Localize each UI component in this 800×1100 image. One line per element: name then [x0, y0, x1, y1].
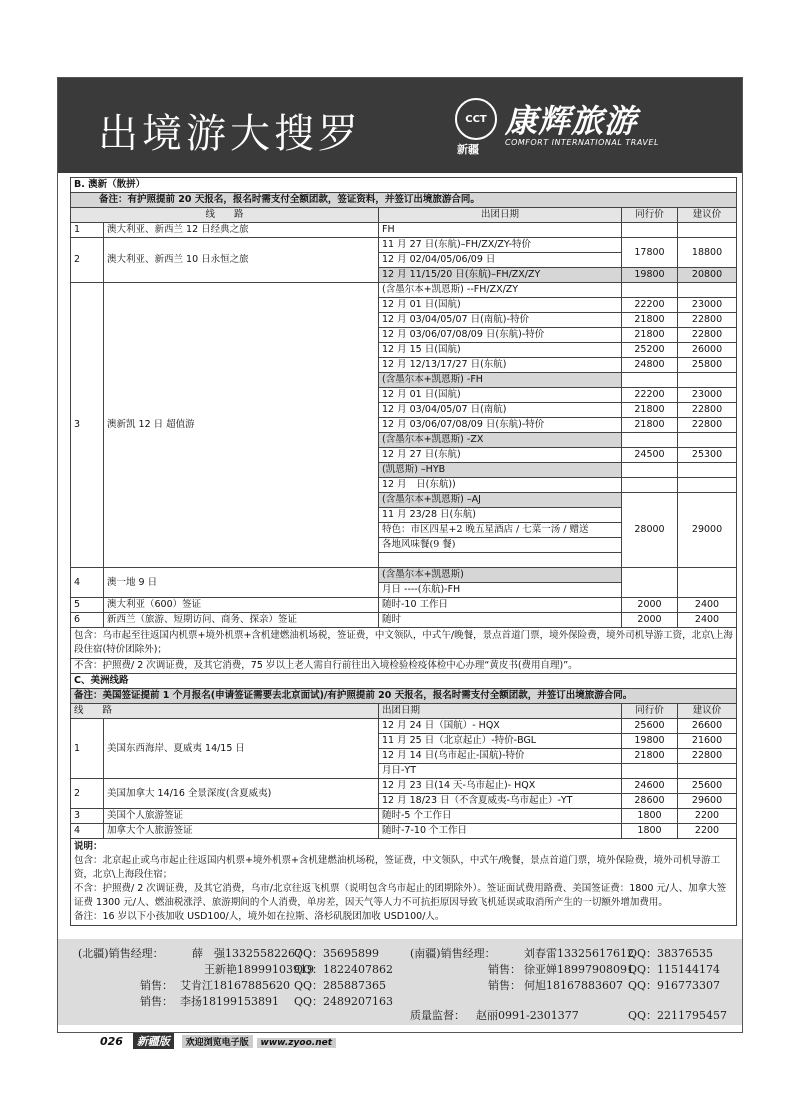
departure-date: 随时-10 工作日 [379, 598, 622, 613]
quality-label: 质量监督： [410, 1009, 465, 1022]
north-sales-2: 艾肯江18167885620 [180, 979, 290, 992]
section-b-title: B. 澳新（散拼） [71, 178, 737, 193]
row-number: 5 [71, 598, 104, 613]
section-c-note: 备注：美国签证提前 1 个月报名(申请签证需要去北京面试)/有护照提前 20 天报名，报名时需支付全额团款，并签订出境旅游合同。 [71, 689, 737, 704]
suggest-price [678, 463, 737, 478]
table-row [71, 238, 737, 253]
section-b-include: 包含：乌市起至往返国内机票+境外机票+含机建燃油机场税，签证费，中文领队，中式午/晚餐，景点首道门票，境外保险费，境外司机导游工资，北京\上海段住宿(特价团除外)； [71, 628, 737, 659]
suggest-price: 22800 [678, 403, 737, 418]
peer-price: 2000 [622, 598, 678, 613]
section-c-explain-row [71, 839, 737, 926]
departure-date: FH [379, 223, 622, 238]
table-row [71, 824, 737, 839]
footer-text: 欢迎浏览电子版 [182, 1035, 253, 1048]
section-c-child-note: 备注：16 岁以下小孩加收 USD100/人，境外如在拉斯、洛杉矶脱团加收 USD100/人。 [74, 911, 445, 922]
route-name: 澳大利亚、新西兰 10 日永恒之旅 [104, 238, 379, 283]
south-sales-1: 徐亚婵18997908091 [524, 963, 634, 976]
peer-price: 1800 [622, 809, 678, 824]
group-header: (含墨尔本+凯恩斯) -FH [379, 373, 622, 388]
departure-date: 12 月 01 日(国航) [379, 388, 622, 403]
departure-date: 12 月 02/04/05/06/09 日 [379, 253, 622, 268]
departure-date: 11 月 27 日(东航)–FH/ZX/ZY-特价 [379, 238, 622, 253]
south-sales-1-qq: QQ：115144174 [628, 963, 721, 976]
section-b-title-row [71, 178, 737, 193]
suggest-price: 22800 [678, 328, 737, 343]
peer-price [622, 373, 678, 388]
route-name: 澳新凯 12 日 超值游 [104, 283, 379, 568]
peer-price: 22200 [622, 298, 678, 313]
suggest-price: 25300 [678, 448, 737, 463]
tour-table [70, 177, 737, 926]
suggest-price: 22800 [678, 418, 737, 433]
suggest-price: 26000 [678, 343, 737, 358]
group-header: (含墨尔本+凯恩斯) --FH/ZX/ZY [379, 283, 622, 298]
departure-date: 月日 ----(东航)-FH [379, 583, 622, 598]
table-row [71, 613, 737, 628]
column-header-peer-price: 同行价 [622, 704, 678, 719]
route-name: 美国个人旅游签证 [104, 809, 379, 824]
page-number: 026 [100, 1035, 123, 1048]
section-b-exclude-row [71, 659, 737, 674]
page-title: 出境游大搜罗 [98, 111, 362, 157]
explain-title: 说明： [74, 841, 103, 852]
south-sales-2-label: 销售： [488, 979, 521, 992]
route-name: 加拿大个人旅游签证 [104, 824, 379, 839]
group-header: (含墨尔本+凯恩斯) -ZX [379, 433, 622, 448]
table-row [71, 568, 737, 583]
column-header-route: 线 路 [71, 704, 379, 719]
quality-contact: 赵丽0991-2301377 [476, 1009, 579, 1022]
departure-date: 12 月 11/15/20 日(东航)–FH/ZX/ZY [379, 268, 622, 283]
departure-date: 随时 [379, 613, 622, 628]
table-row [71, 283, 737, 298]
north-manager-qq: QQ：35695899 [294, 947, 380, 960]
peer-price: 28000 [622, 493, 678, 568]
section-b-note-row [71, 193, 737, 208]
row-number: 2 [71, 779, 104, 809]
suggest-price: 18800 [678, 238, 737, 268]
row-number: 6 [71, 613, 104, 628]
section-c-explain [71, 839, 737, 926]
group-header: (含墨尔本+凯恩斯) [379, 568, 622, 583]
table-row [71, 779, 737, 794]
suggest-price: 25800 [678, 358, 737, 373]
column-header-date: 出团日期 [379, 704, 622, 719]
peer-price: 28600 [622, 794, 678, 809]
route-name: 澳大利亚、新西兰 12 日经典之旅 [104, 223, 379, 238]
peer-price: 21800 [622, 403, 678, 418]
section-b-header-row [71, 208, 737, 223]
suggest-price: 2400 [678, 613, 737, 628]
suggest-price: 20800 [678, 268, 737, 283]
suggest-price: 26600 [678, 719, 737, 734]
section-b-exclude: 不含：护照费/ 2 次调证费，及其它消费，75 岁以上老人需自行前往出入境检验检疫体检中心办理“黄皮书(费用自理)”。 [71, 659, 737, 674]
peer-price: 24800 [622, 358, 678, 373]
south-sales-1-label: 销售： [488, 963, 521, 976]
north-sales-2-qq: QQ：285887365 [294, 979, 387, 992]
north-sales-3-label: 销售： [140, 995, 173, 1008]
departure-date: 月日-YT [379, 764, 622, 779]
section-c-header-row [71, 704, 737, 719]
cct-logo-icon: CCT [455, 98, 497, 140]
column-header-route: 线 路 [71, 208, 379, 223]
peer-price: 21800 [622, 418, 678, 433]
suggest-price: 2200 [678, 824, 737, 839]
table-row [71, 223, 737, 238]
feature-text: 特色：市区四星+2 晚五星酒店 / 七菜一汤 / 赠送 [379, 523, 622, 538]
suggest-price: 29000 [678, 493, 737, 568]
section-b-note: 备注：有护照提前 20 天报名，报名时需支付全额团款，签证资料，并签订出境旅游合同。 [71, 193, 737, 208]
peer-price: 22200 [622, 388, 678, 403]
peer-price [622, 568, 678, 598]
departure-date: 11 月 23/28 日(东航) [379, 508, 622, 523]
column-header-date: 出团日期 [379, 208, 622, 223]
peer-price [622, 433, 678, 448]
section-c-title-row [71, 674, 737, 689]
row-number: 4 [71, 824, 104, 839]
section-c-include: 包含：北京起止或乌市起止往返国内机票+境外机票+含机建燃油机场税，签证费，中文领队，中式午/晚餐，景点首道门票，境外保险费，境外司机导游工资，北京\上海段住宿； [74, 855, 721, 880]
suggest-price [678, 373, 737, 388]
departure-date: 12 月 日(东航)) [379, 478, 622, 493]
peer-price [622, 478, 678, 493]
north-sales-1-qq: QQ：1822407862 [294, 963, 394, 976]
peer-price [622, 764, 678, 779]
feature-text: 各地风味餐(9 餐) [379, 538, 622, 553]
suggest-price: 2200 [678, 809, 737, 824]
departure-date: 12 月 03/04/05/07 日(南航)-特价 [379, 313, 622, 328]
peer-price: 17800 [622, 238, 678, 268]
row-number: 3 [71, 809, 104, 824]
route-name: 新西兰（旅游、短期访问、商务、探亲）签证 [104, 613, 379, 628]
north-sales-3-qq: QQ：2489207163 [294, 995, 394, 1008]
route-name: 澳大利亚（600）签证 [104, 598, 379, 613]
row-number: 1 [71, 223, 104, 238]
suggest-price: 23000 [678, 298, 737, 313]
row-number: 3 [71, 283, 104, 568]
row-number: 4 [71, 568, 104, 598]
north-sales-1: 王新艳18999103919 [204, 963, 314, 976]
departure-date: 随时-5 个工作日 [379, 809, 622, 824]
suggest-price [678, 478, 737, 493]
departure-date: 随时-7-10 个工作日 [379, 824, 622, 839]
departure-date: 12 月 27 日(东航) [379, 448, 622, 463]
table-row [71, 809, 737, 824]
column-header-suggest-price: 建议价 [678, 208, 737, 223]
peer-price [622, 283, 678, 298]
south-sales-2-qq: QQ：916773307 [628, 979, 721, 992]
departure-date: 12 月 03/06/07/08/09 日(东航)-特价 [379, 418, 622, 433]
suggest-price: 22800 [678, 313, 737, 328]
quality-qq: QQ：2211795457 [628, 1009, 728, 1022]
departure-date: 12 月 12/13/17/27 日(东航) [379, 358, 622, 373]
peer-price [622, 463, 678, 478]
route-name: 美国东西海岸、夏威夷 14/15 日 [104, 719, 379, 779]
peer-price: 24600 [622, 779, 678, 794]
departure-date: 12 月 15 日(国航) [379, 343, 622, 358]
suggest-price [678, 568, 737, 598]
north-sales-2-label: 销售： [140, 979, 173, 992]
row-number: 2 [71, 238, 104, 283]
peer-price: 19800 [622, 268, 678, 283]
suggest-price: 2400 [678, 598, 737, 613]
suggest-price [678, 433, 737, 448]
column-header-peer-price: 同行价 [622, 208, 678, 223]
row-number: 1 [71, 719, 104, 779]
suggest-price: 29600 [678, 794, 737, 809]
peer-price: 25200 [622, 343, 678, 358]
north-sales-3: 李扬18199153891 [180, 995, 279, 1008]
suggest-price: 25600 [678, 779, 737, 794]
peer-price: 21800 [622, 313, 678, 328]
tour-listing [70, 177, 736, 926]
south-manager-label: (南疆)销售经理： [410, 947, 496, 960]
peer-price: 21800 [622, 749, 678, 764]
north-manager-label: (北疆)销售经理： [78, 947, 164, 960]
route-name: 澳一地 9 日 [104, 568, 379, 598]
south-manager-qq: QQ：38376535 [628, 947, 714, 960]
logo-region: 新疆 [457, 143, 479, 156]
suggest-price: 22800 [678, 749, 737, 764]
section-c-exclude: 不含：护照费/ 2 次调证费，及其它消费，乌市/北京往返飞机票（说明包含乌市起止的团期除外）。签证面试费用路费、美国签证费：1800 元/人、加拿大签证费 1300 元/人、燃油税涨浮、旅游期间的个人消费，单房差，因天气等人力不可抗拒原因导致飞机延误或取消所产生的一切额外增加费用。 [74, 883, 727, 908]
south-manager: 刘春雷13325617612 [524, 947, 634, 960]
departure-date: 12 月 18/23 日（不含夏威夷-乌市起止）-YT [379, 794, 622, 809]
column-header-suggest-price: 建议价 [678, 704, 737, 719]
north-manager: 薛 强13325582267 [192, 947, 302, 960]
peer-price: 2000 [622, 613, 678, 628]
table-row [71, 719, 737, 734]
suggest-price: 23000 [678, 388, 737, 403]
peer-price: 1800 [622, 824, 678, 839]
suggest-price [678, 283, 737, 298]
peer-price: 21800 [622, 328, 678, 343]
departure-date: 12 月 01 日(国航) [379, 298, 622, 313]
peer-price: 19800 [622, 734, 678, 749]
departure-date: 12 月 03/04/05/07 日(南航) [379, 403, 622, 418]
suggest-price [678, 764, 737, 779]
logo-english: COMFORT INTERNATIONAL TRAVEL [505, 138, 659, 147]
blank-cell [379, 553, 622, 568]
departure-date: 12 月 03/06/07/08/09 日(东航)-特价 [379, 328, 622, 343]
peer-price [622, 223, 678, 238]
group-header: (含墨尔本+凯恩斯) –AJ [379, 493, 622, 508]
group-header: (凯恩斯) –HYB [379, 463, 622, 478]
route-name: 美国加拿大 14/16 全景深度(含夏威夷) [104, 779, 379, 809]
table-row [71, 598, 737, 613]
footer-url-link[interactable]: www.zyoo.net [257, 1038, 337, 1048]
departure-date: 12 月 14 日(乌市起止-国航)-特价 [379, 749, 622, 764]
edition-badge: 新疆版 [133, 1033, 174, 1049]
south-sales-2: 何旭18167883607 [524, 979, 623, 992]
section-c-note-row [71, 689, 737, 704]
peer-price: 24500 [622, 448, 678, 463]
departure-date: 11 月 25 日（北京起止）-特价-BGL [379, 734, 622, 749]
logo-name: 康辉旅游 [505, 102, 638, 140]
section-b-include-row [71, 628, 737, 659]
page-footer [100, 1033, 336, 1049]
suggest-price [678, 223, 737, 238]
peer-price: 25600 [622, 719, 678, 734]
section-c-title: C、美洲线路 [71, 674, 737, 689]
departure-date: 12 月 23 日(14 天-乌市起止)- HQX [379, 779, 622, 794]
departure-date: 12 月 24 日（国航）- HQX [379, 719, 622, 734]
suggest-price: 21600 [678, 734, 737, 749]
sales-contacts [58, 939, 742, 1025]
